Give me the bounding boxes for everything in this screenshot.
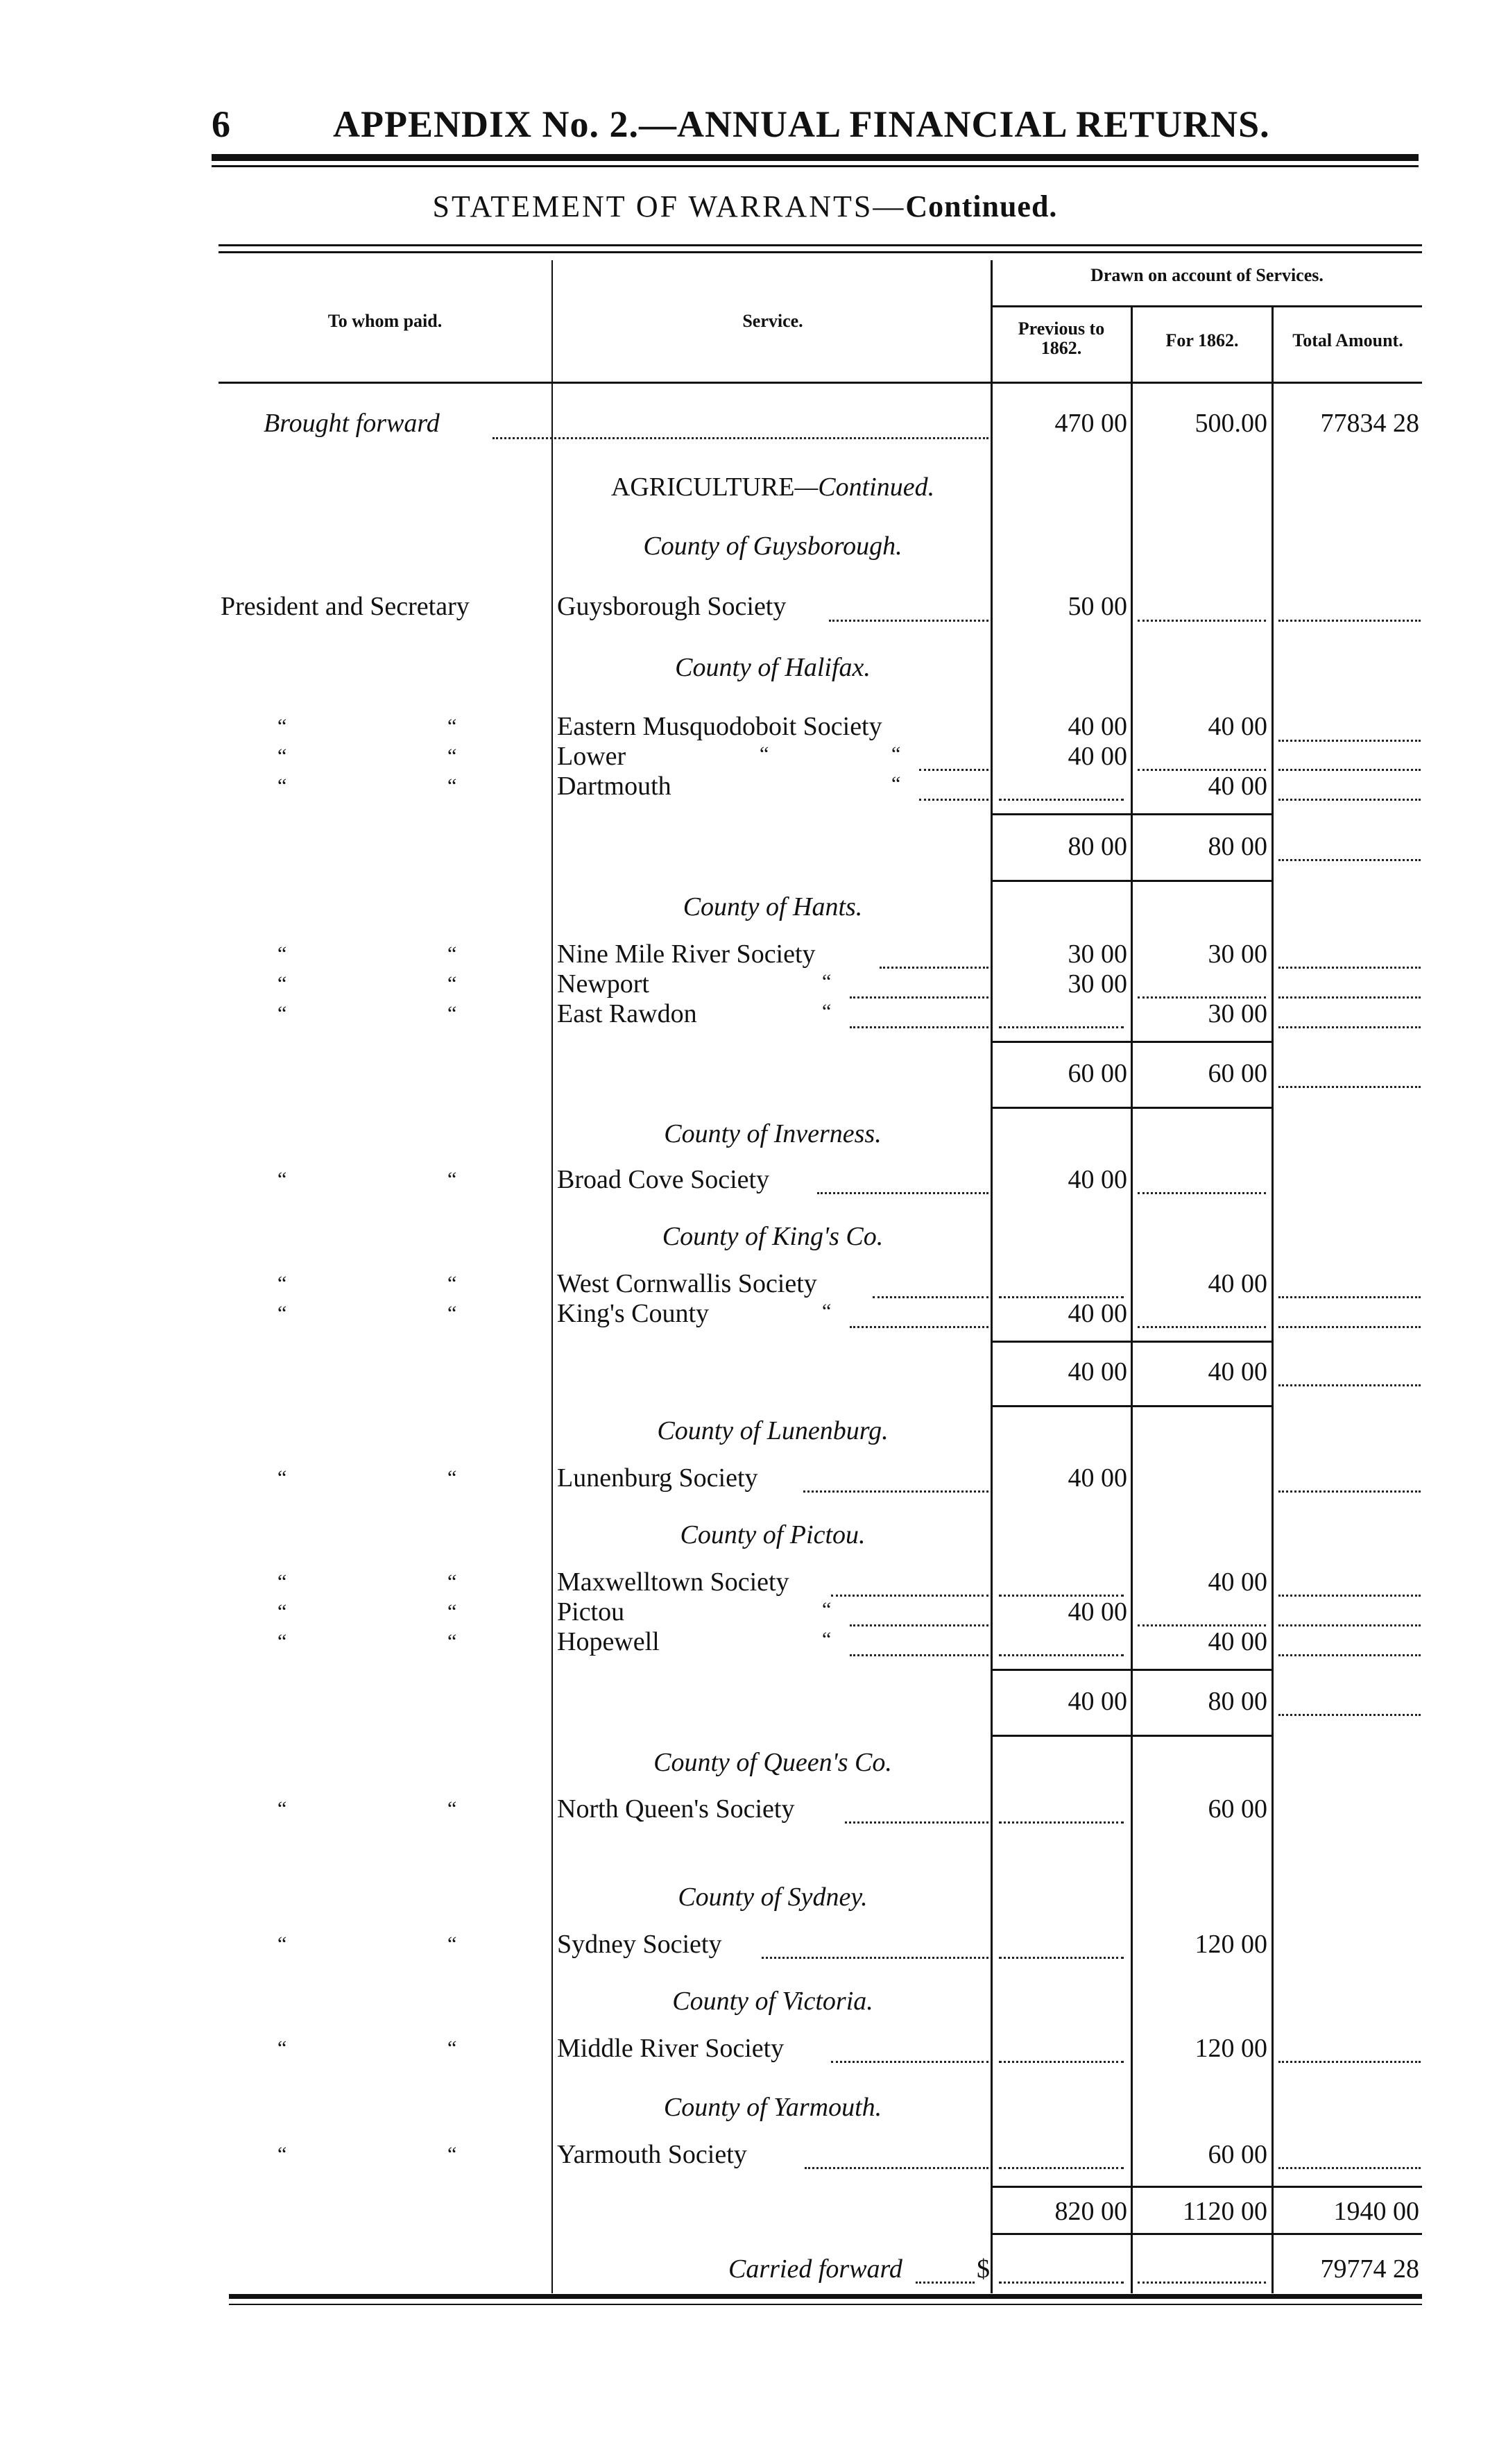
leader (880, 967, 988, 969)
subtitle-main: STATEMENT OF WARRANTS— (432, 189, 906, 223)
brought-forward-total: 77834 28 (1320, 409, 1419, 438)
table-bottom-rule-thin (229, 2304, 1422, 2305)
ditto-mark: “ (277, 1302, 287, 1325)
subtitle-continued: Continued. (905, 189, 1058, 223)
carried-forward-label: Carried forward (728, 2254, 902, 2284)
header-for-1862: For 1862. (1165, 330, 1239, 350)
prev-lunenburg: 40 00 (1068, 1463, 1127, 1493)
county-sydney: County of Sydney. (678, 1883, 868, 1912)
ditto-mark: “ (277, 1002, 287, 1025)
ditto-mark: “ (447, 745, 457, 767)
subtotal-rule (992, 1341, 1271, 1343)
ditto-mark: “ (447, 2143, 457, 2166)
prev-ninemile: 30 00 (1068, 940, 1127, 969)
ditto-mark: “ (277, 972, 287, 995)
service-broad-cove: Broad Cove Society (557, 1165, 770, 1194)
ditto-mark: “ (447, 1466, 457, 1489)
leader (1278, 967, 1421, 969)
leader (1138, 2282, 1266, 2284)
county-guysborough: County of Guysborough. (643, 532, 902, 561)
group-header-rule (991, 305, 1422, 307)
leader (803, 1490, 988, 1493)
header-previous: Previous to 1862. (1018, 318, 1105, 358)
subtotal-rule (992, 813, 1271, 815)
leader (1278, 1026, 1421, 1028)
leader (919, 799, 988, 801)
service-lower: Lower (557, 742, 626, 771)
kings-subtotal-prev: 40 00 (1068, 1357, 1127, 1386)
leader (999, 1026, 1124, 1028)
county-lunenburg: County of Lunenburg. (657, 1416, 889, 1445)
ditto-mark: “ (277, 1272, 287, 1295)
service-kings-county: King's County (557, 1299, 710, 1328)
service-dartmouth: Dartmouth (557, 772, 671, 801)
header-to-whom-paid: To whom paid. (327, 311, 443, 331)
for-westcornwallis: 40 00 (1208, 1269, 1267, 1298)
table-top-rule-2 (219, 251, 1422, 253)
for-middleriver: 120 00 (1194, 2034, 1267, 2063)
ditto-mark: “ (447, 2037, 457, 2059)
grand-subtotal-bottom-rule (992, 2233, 1422, 2235)
ditto-mark: “ (447, 1600, 457, 1623)
leader (1278, 1490, 1421, 1493)
ditto-mark: “ (277, 1630, 287, 1653)
for-sydney: 120 00 (1194, 1930, 1267, 1959)
prev-broadcove: 40 00 (1068, 1165, 1127, 1194)
table-bottom-rule-thick (229, 2294, 1422, 2299)
subtotal-rule (992, 1405, 1271, 1407)
hants-subtotal-prev: 60 00 (1068, 1059, 1127, 1088)
prev-eastern: 40 00 (1068, 712, 1127, 741)
leader (1278, 620, 1421, 622)
leader (1278, 1654, 1421, 1656)
county-victoria: County of Victoria. (672, 1987, 873, 2016)
grand-subtotal-rule (992, 2186, 1422, 2188)
ditto-mark: “ (447, 1630, 457, 1653)
payee-president-secretary: President and Secretary (221, 592, 470, 621)
service-sydney: Sydney Society (557, 1930, 722, 1959)
for-eastern: 40 00 (1208, 712, 1267, 741)
ditto-mark: “ (277, 2037, 287, 2059)
brought-forward-label: Brought forward (264, 409, 440, 438)
ditto-mark: “ (891, 742, 901, 765)
ditto-mark: “ (891, 772, 901, 795)
ditto-mark: “ (822, 1598, 832, 1621)
service-guysborough: Guysborough Society (557, 592, 787, 621)
leader (1278, 996, 1421, 999)
header-rule-thick (212, 154, 1419, 161)
subtotal-rule (992, 1735, 1271, 1737)
county-yarmouth: County of Yarmouth. (663, 2093, 882, 2122)
leader (829, 620, 988, 622)
for-eastrawdon: 30 00 (1208, 999, 1267, 1028)
service-pictou: Pictou (557, 1597, 625, 1626)
statement-subtitle (0, 189, 1490, 224)
leader (1278, 2167, 1421, 2169)
for-yarmouth: 60 00 (1208, 2140, 1267, 2169)
header-total: Total Amount. (1292, 330, 1403, 350)
ditto-mark: “ (277, 774, 287, 797)
subtotal-rule (992, 1107, 1271, 1109)
ditto-mark: “ (447, 715, 457, 738)
leader (1278, 740, 1421, 742)
leader (999, 2061, 1124, 2063)
ditto-mark: “ (447, 1002, 457, 1025)
leader (850, 1654, 988, 1656)
section-continued: —Continued. (794, 473, 935, 502)
leader (999, 2167, 1124, 2169)
ditto-mark: “ (760, 742, 769, 765)
service-newport: Newport (557, 969, 649, 999)
grand-subtotal-prev: 820 00 (1054, 2197, 1127, 2226)
hants-subtotal-for: 60 00 (1208, 1059, 1267, 1088)
service-yarmouth: Yarmouth Society (557, 2140, 747, 2169)
prev-kingscounty: 40 00 (1068, 1299, 1127, 1328)
leader (919, 769, 988, 771)
county-pictou: County of Pictou. (680, 1520, 866, 1549)
subtotal-rule (992, 880, 1271, 882)
for-northqueens: 60 00 (1208, 1794, 1267, 1824)
service-east-rawdon: East Rawdon (557, 999, 697, 1028)
leader (850, 996, 988, 999)
carried-forward-total: 79774 28 (1320, 2254, 1419, 2284)
leader (916, 2282, 975, 2284)
county-halifax: County of Halifax. (675, 653, 871, 682)
col-divider-service (551, 260, 553, 2293)
service-west-cornwallis: West Cornwallis Society (557, 1269, 817, 1298)
leader (762, 1957, 988, 1959)
leader (1138, 1192, 1266, 1194)
ditto-mark: “ (277, 745, 287, 767)
prev-pictou: 40 00 (1068, 1597, 1127, 1626)
grand-subtotal-total: 1940 00 (1333, 2197, 1419, 2226)
prev-guysborough: 50 00 (1068, 592, 1127, 621)
leader (999, 799, 1124, 801)
ditto-mark: “ (277, 1797, 287, 1820)
ditto-mark: “ (277, 715, 287, 738)
for-hopewell: 40 00 (1208, 1627, 1267, 1656)
leader (1278, 1086, 1421, 1088)
leader (805, 2167, 988, 2169)
ditto-mark: “ (447, 1168, 457, 1191)
leader (817, 1192, 988, 1194)
ditto-mark: “ (822, 970, 832, 993)
ditto-mark: “ (277, 2143, 287, 2166)
grand-subtotal-for: 1120 00 (1182, 2197, 1267, 2226)
ditto-mark: “ (822, 1628, 832, 1651)
service-north-queens: North Queen's Society (557, 1794, 795, 1824)
ditto-mark: “ (277, 1570, 287, 1593)
leader (850, 1026, 988, 1028)
col-divider-for (1131, 305, 1133, 2293)
leader (1278, 1624, 1421, 1626)
leader (831, 2061, 988, 2063)
ditto-mark: “ (277, 1466, 287, 1489)
service-nine-mile-river: Nine Mile River Society (557, 940, 816, 969)
leader (1138, 620, 1266, 622)
prev-newport: 30 00 (1068, 969, 1127, 999)
county-inverness: County of Inverness. (664, 1119, 882, 1148)
ditto-mark: “ (277, 1600, 287, 1623)
table-top-rule-1 (219, 244, 1422, 246)
pictou-subtotal-for: 80 00 (1208, 1687, 1267, 1716)
leader (1278, 769, 1421, 771)
service-middle-river: Middle River Society (557, 2034, 785, 2063)
county-kings: County of King's Co. (662, 1222, 884, 1251)
county-hants: County of Hants. (683, 892, 863, 921)
brought-forward-for: 500.00 (1194, 409, 1267, 438)
leader (999, 1957, 1124, 1959)
ditto-mark: “ (822, 1000, 832, 1023)
leader (1278, 799, 1421, 801)
leader (999, 2282, 1124, 2284)
leader (1278, 859, 1421, 861)
ditto-mark: “ (447, 942, 457, 965)
leader (845, 1821, 988, 1824)
header-drawn-on-account: Drawn on account of Services. (1090, 265, 1324, 285)
prev-lower: 40 00 (1068, 742, 1127, 771)
ditto-mark: “ (447, 1272, 457, 1295)
leader (999, 1821, 1124, 1824)
subtotal-rule (992, 1041, 1271, 1043)
brought-forward-leader (493, 437, 988, 439)
brought-forward-prev: 470 00 (1054, 409, 1127, 438)
page-title: APPENDIX No. 2.—ANNUAL FINANCIAL RETURNS. (333, 103, 1270, 145)
ditto-mark: “ (447, 1570, 457, 1593)
section-agriculture: AGRICULTURE (610, 473, 795, 502)
page-number: 6 (212, 103, 230, 145)
leader (873, 1296, 988, 1298)
halifax-subtotal-prev: 80 00 (1068, 832, 1127, 861)
leader (1278, 1326, 1421, 1328)
ditto-mark: “ (447, 972, 457, 995)
col-divider-total (1271, 305, 1274, 2293)
pictou-subtotal-prev: 40 00 (1068, 1687, 1127, 1716)
subtotal-rule (992, 1669, 1271, 1671)
ditto-mark: “ (447, 1932, 457, 1955)
ditto-mark: “ (447, 774, 457, 797)
leader (1278, 1384, 1421, 1386)
header-service: Service. (742, 311, 803, 331)
col-divider-prev (991, 260, 993, 2293)
leader (1278, 2061, 1421, 2063)
kings-subtotal-for: 40 00 (1208, 1357, 1267, 1386)
for-dartmouth: 40 00 (1208, 772, 1267, 801)
leader (1278, 1714, 1421, 1716)
for-maxwelltown: 40 00 (1208, 1567, 1267, 1597)
service-lunenburg: Lunenburg Society (557, 1463, 758, 1493)
ditto-mark: “ (277, 1168, 287, 1191)
service-eastern-musquodoboit: Eastern Musquodoboit Society (557, 712, 882, 741)
leader (1138, 1326, 1266, 1328)
halifax-subtotal-for: 80 00 (1208, 832, 1267, 861)
ditto-mark: “ (822, 1300, 832, 1323)
table-head-bottom-rule (219, 382, 1422, 384)
leader (999, 1654, 1124, 1656)
for-ninemile: 30 00 (1208, 940, 1267, 969)
ditto-mark: “ (277, 942, 287, 965)
service-hopewell: Hopewell (557, 1627, 660, 1656)
service-maxwelltown: Maxwelltown Society (557, 1567, 789, 1597)
leader (1278, 1296, 1421, 1298)
leader (850, 1624, 988, 1626)
leader (1278, 1595, 1421, 1597)
ditto-mark: “ (447, 1302, 457, 1325)
county-queens: County of Queen's Co. (653, 1748, 892, 1777)
ditto-mark: “ (277, 1932, 287, 1955)
leader (850, 1326, 988, 1328)
section-heading (555, 472, 991, 502)
carried-forward-dollar: $ (977, 2254, 990, 2284)
ditto-mark: “ (447, 1797, 457, 1820)
header-rule-thin (212, 165, 1419, 167)
leader (831, 1595, 988, 1597)
